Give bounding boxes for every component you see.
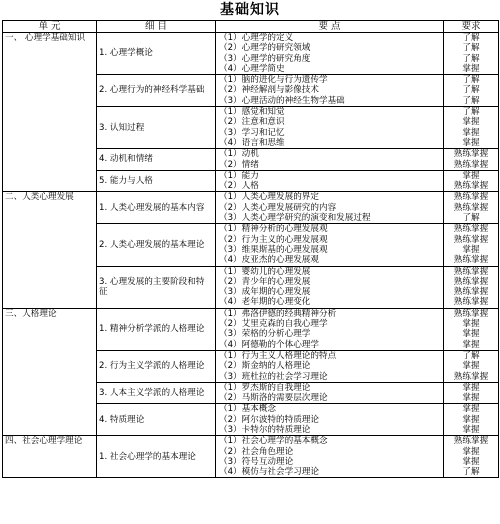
- point-item: （4）语言和思维: [219, 137, 285, 148]
- topic-cell: 1. 精神分析学派的人格理论: [97, 308, 216, 350]
- requirement-item: 掌握: [462, 446, 480, 457]
- point-item: （1）基本概念: [219, 404, 277, 415]
- requirement-item: 熟练掌握: [453, 234, 489, 245]
- requirement-item: 熟练掌握: [453, 224, 489, 235]
- point-item: （4）模仿与社会学习理论: [219, 467, 319, 478]
- points-cell: [216, 149, 444, 171]
- point-item: （1）罗杰斯的自我理论: [219, 382, 311, 393]
- requirement-item: 掌握: [462, 414, 480, 425]
- requirement-item: 掌握: [462, 170, 480, 181]
- requirement-item: 掌握: [462, 424, 480, 435]
- topic-cell: 2. 人类心理发展的基本理论: [97, 224, 216, 266]
- topic-cell: 4. 动机和情绪: [97, 149, 216, 171]
- requirement-item: 了解: [462, 350, 480, 361]
- topic-cell: 1. 心理学概论: [97, 33, 216, 75]
- point-item: （1）能力: [219, 170, 259, 181]
- requirement-item: 了解: [462, 85, 480, 96]
- requirement-cell: [444, 436, 499, 478]
- unit-cell: 四、社会心理学理论: [3, 436, 97, 478]
- header-requirement: 要求: [444, 21, 499, 33]
- requirement-item: 掌握: [462, 329, 480, 340]
- requirement-item: 掌握: [462, 382, 480, 393]
- topic-cell: 1. 社会心理学的基本理论: [97, 436, 216, 478]
- point-item: （3）班杜拉的社会学习理论: [219, 371, 328, 382]
- point-item: （1）婴幼儿的心理发展: [219, 266, 311, 277]
- header-unit: 单 元: [3, 21, 97, 33]
- requirement-item: 熟练掌握: [453, 159, 489, 170]
- point-item: （3）卡特尔的特质理论: [219, 424, 311, 435]
- point-item: （1）感觉和知觉: [219, 107, 285, 118]
- points-cell: [216, 192, 444, 224]
- requirement-cell: [444, 192, 499, 224]
- points-cell: [216, 350, 444, 382]
- point-item: （1）心理学的定义: [219, 33, 294, 43]
- topic-cell: 5. 能力与人格: [97, 170, 216, 192]
- table-row: [3, 33, 499, 75]
- point-item: （3）学习和记忆: [219, 127, 285, 138]
- table-row: [3, 192, 499, 224]
- header-row: [3, 21, 499, 33]
- point-item: （2）注意和意识: [219, 117, 285, 128]
- unit-cell: 一、 心理学基础知识: [3, 33, 97, 192]
- points-cell: [216, 75, 444, 107]
- requirement-cell: [444, 149, 499, 171]
- point-item: （4）心理学简史: [219, 63, 285, 74]
- requirement-item: 掌握: [462, 137, 480, 148]
- point-item: （4）阿德勒的个体心理学: [219, 339, 319, 350]
- requirement-item: 熟练掌握: [453, 149, 489, 160]
- requirement-item: 了解: [462, 467, 480, 478]
- point-item: （3）心理活动的神经生物学基础: [219, 95, 345, 106]
- requirement-cell: [444, 382, 499, 404]
- requirement-cell: [444, 170, 499, 192]
- requirement-item: 熟练掌握: [453, 287, 489, 298]
- page-title: 基础知识: [220, 2, 280, 18]
- unit-cell: 二、人类心理发展: [3, 192, 97, 308]
- topic-cell: 1. 人类心理发展的基本内容: [97, 192, 216, 224]
- requirement-item: 掌握: [462, 244, 480, 255]
- point-item: （2）人格: [219, 181, 259, 192]
- requirement-cell: [444, 224, 499, 266]
- requirement-cell: [444, 404, 499, 436]
- requirement-item: 熟练掌握: [453, 202, 489, 213]
- requirement-item: 了解: [462, 107, 480, 118]
- requirement-item: 熟练掌握: [453, 266, 489, 277]
- point-item: （3）心理学的研究角度: [219, 53, 311, 64]
- point-item: （2）艾里克森的自我心理学: [219, 319, 328, 330]
- table-body: [3, 33, 499, 478]
- requirement-item: 熟练掌握: [453, 181, 489, 192]
- point-item: （1）动机: [219, 149, 259, 160]
- requirement-item: 了解: [462, 95, 480, 106]
- requirement-item: 掌握: [462, 339, 480, 350]
- topic-cell: 3. 人本主义学派的人格理论: [97, 382, 216, 404]
- topic-cell: 3. 认知过程: [97, 107, 216, 149]
- requirement-item: 熟练掌握: [453, 192, 489, 203]
- header-topic: 细 目: [97, 21, 216, 33]
- requirement-item: 掌握: [462, 117, 480, 128]
- topic-cell: 2. 行为主义学派的人格理论: [97, 350, 216, 382]
- requirement-item: 了解: [462, 75, 480, 86]
- point-item: （4）老年期的心理变化: [219, 297, 311, 308]
- requirement-cell: [444, 266, 499, 308]
- requirement-item: 了解: [462, 213, 480, 224]
- topic-cell: 4. 特质理论: [97, 404, 216, 436]
- requirement-item: 熟练掌握: [453, 297, 489, 308]
- unit-cell: 三、人格理论: [3, 308, 97, 436]
- point-item: （3）成年期的心理发展: [219, 287, 311, 298]
- requirement-item: 掌握: [462, 404, 480, 415]
- points-cell: [216, 224, 444, 266]
- point-item: （1）精神分析的心理发展观: [219, 224, 328, 235]
- point-item: （2）神经解剖与影像技术: [219, 85, 319, 96]
- point-item: （2）马斯洛的需要层次理论: [219, 393, 328, 404]
- requirement-item: 熟练掌握: [453, 255, 489, 266]
- requirement-item: 熟练掌握: [453, 436, 489, 447]
- requirement-cell: [444, 107, 499, 149]
- table-row: [3, 436, 499, 478]
- point-item: （3）符号互动理论: [219, 456, 294, 467]
- requirement-cell: [444, 308, 499, 350]
- point-item: （2）心理学的研究领域: [219, 43, 311, 54]
- requirement-item: 掌握: [462, 319, 480, 330]
- requirement-item: 了解: [462, 43, 480, 54]
- requirement-item: 熟练掌握: [453, 371, 489, 382]
- point-item: （1）社会心理学的基本概念: [219, 436, 328, 447]
- requirement-item: 熟练掌握: [453, 276, 489, 287]
- requirement-item: 了解: [462, 33, 480, 43]
- points-cell: [216, 266, 444, 308]
- requirement-item: 掌握: [462, 361, 480, 372]
- requirement-item: 掌握: [462, 393, 480, 404]
- topic-cell: 3. 心理发展的主要阶段和特征: [97, 266, 216, 308]
- requirement-item: 掌握: [462, 127, 480, 138]
- point-item: （2）情绪: [219, 159, 259, 170]
- point-item: （2）阿尔波特的特质理论: [219, 414, 319, 425]
- points-cell: [216, 308, 444, 350]
- point-item: （3）人类心理学研究的演变和发展过程: [219, 213, 371, 224]
- point-item: （1）人类心理发展的界定: [219, 192, 319, 203]
- point-item: （1）弗洛伊德的经典精神分析: [219, 308, 337, 319]
- point-item: （1）脑的进化与行为遗传学: [219, 75, 328, 86]
- point-item: （1）行为主义人格理论的特点: [219, 350, 337, 361]
- table-row: [3, 308, 499, 350]
- point-item: （2）社会角色理论: [219, 446, 294, 457]
- requirement-item: 了解: [462, 53, 480, 64]
- points-cell: [216, 436, 444, 478]
- points-cell: [216, 382, 444, 404]
- points-cell: [216, 33, 444, 75]
- requirement-cell: [444, 75, 499, 107]
- header-points: 要 点: [216, 21, 444, 33]
- point-item: （3）维果斯基的心理发展观: [219, 244, 328, 255]
- point-item: （2）斯金纳的人格理论: [219, 361, 311, 372]
- requirement-item: 掌握: [462, 63, 480, 74]
- point-item: （2）行为主义的心理发展观: [219, 234, 328, 245]
- requirement-cell: [444, 33, 499, 75]
- requirement-cell: [444, 350, 499, 382]
- point-item: （4）皮亚杰的心理发展观: [219, 255, 319, 266]
- point-item: （2）青少年的心理发展: [219, 276, 311, 287]
- requirement-item: 熟练掌握: [453, 308, 489, 319]
- points-cell: [216, 170, 444, 192]
- point-item: （2）人类心理发展研究的内容: [219, 202, 337, 213]
- points-cell: [216, 404, 444, 436]
- requirement-item: 掌握: [462, 456, 480, 467]
- points-cell: [216, 107, 444, 149]
- syllabus-table: [2, 20, 499, 478]
- point-item: （3）荣格的分析心理学: [219, 329, 311, 340]
- topic-cell: 2. 心理行为的神经科学基础: [97, 75, 216, 107]
